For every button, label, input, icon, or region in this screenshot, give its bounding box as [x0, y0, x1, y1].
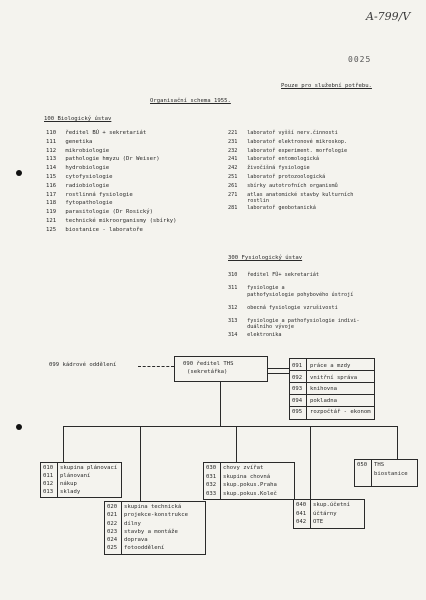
planning-group-box — [40, 462, 122, 498]
director-admin-link-2 — [267, 373, 289, 374]
list-item: pathofysiologie pohybového ústrojí — [247, 291, 354, 298]
list-item: skupina chovná — [223, 473, 271, 480]
list-item: nákup — [60, 481, 77, 487]
list-item: 113 pathologie hmyzu (Dr Weiser) — [46, 156, 160, 163]
list-item: 011 — [43, 473, 54, 479]
list-item: 112 mikrobiologie — [46, 147, 110, 154]
biostation-box — [354, 459, 418, 487]
list-item: pokladna — [310, 397, 337, 404]
list-item: 022 — [107, 520, 118, 527]
list-item: 116 radiobiologie — [46, 182, 110, 189]
list-item: duálního vývoje — [247, 324, 294, 330]
list-item: 021 — [107, 512, 118, 519]
list-item: 312 obecná fysiologie vzrušivosti — [228, 304, 338, 311]
list-item: rostlin — [247, 198, 269, 205]
list-item: sklady — [60, 489, 81, 495]
list-item: 094 — [292, 397, 303, 404]
list-item: doprava — [124, 537, 148, 544]
handwritten-reference: A-799/V — [366, 10, 411, 23]
breeding-numbers — [206, 464, 216, 498]
connector-010 — [63, 426, 64, 462]
punch-hole-bottom — [16, 424, 22, 430]
list-item: 023 — [107, 528, 118, 535]
list-item: skupina plánovací — [60, 465, 118, 471]
list-item: 114 hydrobiologie — [46, 165, 110, 172]
accounting-group-box — [293, 499, 365, 529]
list-item: plánovaní — [60, 473, 91, 479]
list-item: 025 — [107, 545, 118, 552]
right-section-list — [228, 130, 353, 213]
list-item: 125 biostanice - laboratoře — [46, 226, 143, 233]
list-item: fotooddělení — [124, 545, 165, 552]
personnel-department: 099 kádrové oddělení — [49, 362, 117, 368]
list-item: 281 laboratoř geobotanická — [228, 204, 316, 211]
list-item: 313 fysiologie a pathofysiologie indivi- — [228, 317, 360, 324]
list-item: 231 laboratoř elektronové mikroskop. — [228, 138, 348, 145]
personnel-connector — [138, 366, 174, 367]
list-item: 030 — [206, 465, 217, 471]
left-section-list — [46, 130, 177, 236]
director-box — [174, 356, 268, 382]
list-item: 041 — [296, 510, 307, 517]
list-item: projekce-konstrukce — [124, 512, 188, 519]
org-bus-line — [63, 426, 397, 427]
list-item: 311 fysiologie a — [228, 285, 285, 291]
list-item: práce a mzdy — [310, 363, 351, 369]
list-item: 095 — [292, 409, 303, 415]
list-item: 261 sbírky autotrofních organismů — [228, 182, 338, 189]
list-item: skupina technická — [124, 504, 182, 510]
list-item: chovy zvířat — [223, 465, 264, 471]
list-item: 310 ředitel FÚ+ sekretariát — [228, 272, 319, 278]
list-item: skup.pokus.Praha — [223, 482, 277, 488]
row-divider — [290, 406, 374, 407]
list-item: dílny — [124, 520, 141, 527]
technical-numbers — [107, 503, 117, 553]
director-title: 090 ředitel THS — [183, 361, 234, 367]
box-divider — [310, 500, 311, 528]
list-item: 121 technické mikroorganismy (sbírky) — [46, 217, 177, 224]
row-divider — [290, 370, 374, 371]
list-item: 221 laboratoř vyšší nerv.činnosti — [228, 130, 338, 136]
planning-labels — [60, 464, 117, 496]
list-item: 033 — [206, 490, 217, 497]
list-item: 115 cytofysiologie — [46, 173, 113, 180]
list-item: 232 laboratoř experiment. morfologie — [228, 147, 348, 154]
document-title: Organisační schema 1955. — [150, 98, 231, 104]
technical-group-box — [104, 501, 206, 555]
connector-050 — [397, 426, 398, 459]
list-item: knihovna — [310, 386, 337, 392]
biostation-line2: biostanice — [374, 471, 408, 477]
list-item: 091 — [292, 363, 303, 369]
list-item: 031 — [206, 473, 217, 480]
list-item: 024 — [107, 537, 118, 544]
box-divider — [121, 502, 122, 554]
list-item: 251 laboratoř protozoologická — [228, 173, 326, 180]
right-section-heading: 300 Fysiologický ústav — [228, 255, 303, 261]
biostation-number: 050 — [357, 462, 368, 468]
animal-breeding-box — [203, 462, 295, 500]
director-admin-link — [267, 368, 289, 369]
list-item: OTE — [313, 519, 324, 525]
list-item: 020 — [107, 504, 118, 510]
list-item: 119 parasitologie (Dr Rosický) — [46, 209, 153, 216]
breeding-labels — [223, 464, 277, 498]
list-item: vnitřní správa — [310, 374, 358, 381]
list-item: 010 — [43, 465, 54, 471]
list-item: stavby a montáže — [124, 528, 178, 535]
list-item: účtárny — [313, 510, 337, 517]
list-item: 118 fytopathologie — [46, 200, 113, 207]
list-item: 271 atlas anatomické stavby kulturních — [228, 191, 354, 198]
accounting-numbers — [296, 501, 306, 527]
connector-020 — [140, 426, 141, 501]
left-section-heading: 100 Biologický ústav — [44, 116, 112, 122]
admin-box — [289, 358, 375, 420]
list-item: 242 živočišná fysiologie — [228, 165, 310, 172]
list-item: 042 — [296, 519, 307, 525]
connector-030 — [236, 426, 237, 462]
list-item: 314 elektronika — [228, 332, 282, 338]
connector-040 — [310, 426, 311, 499]
page-number-stamp: 0025 — [348, 55, 372, 64]
accounting-labels — [313, 501, 350, 527]
right-section-list-2 — [228, 272, 360, 341]
list-item: 093 — [292, 386, 303, 392]
box-divider — [220, 463, 221, 499]
row-divider — [290, 382, 374, 383]
list-item: 110 ředitel BÚ + sekretariát — [46, 130, 147, 136]
planning-numbers — [43, 464, 53, 496]
list-item: rozpočtář - ekonom — [310, 409, 371, 415]
director-stem — [220, 381, 221, 426]
list-item: skup.pokus.Koleč — [223, 490, 277, 497]
list-item: 013 — [43, 489, 54, 495]
list-item: 117 rostlinná fysiologie — [46, 191, 133, 198]
admin-divider — [306, 359, 307, 419]
list-item: 241 laboratoř entomologická — [228, 156, 319, 163]
biostation-line1: THS — [374, 462, 385, 468]
list-item: 092 — [292, 374, 303, 381]
box-divider — [57, 463, 58, 497]
row-divider — [290, 394, 374, 395]
list-item: skup.účetní — [313, 502, 351, 508]
list-item: 032 — [206, 482, 217, 488]
list-item: 040 — [296, 502, 307, 508]
list-item: 012 — [43, 481, 54, 487]
punch-hole-top — [16, 170, 22, 176]
list-item: 111 genetika — [46, 138, 93, 145]
box-divider — [371, 460, 372, 486]
director-secretary: (sekretářka) — [187, 369, 228, 375]
restriction-notice: Pouze pro služební potřebu. — [281, 83, 372, 89]
technical-labels — [124, 503, 188, 553]
